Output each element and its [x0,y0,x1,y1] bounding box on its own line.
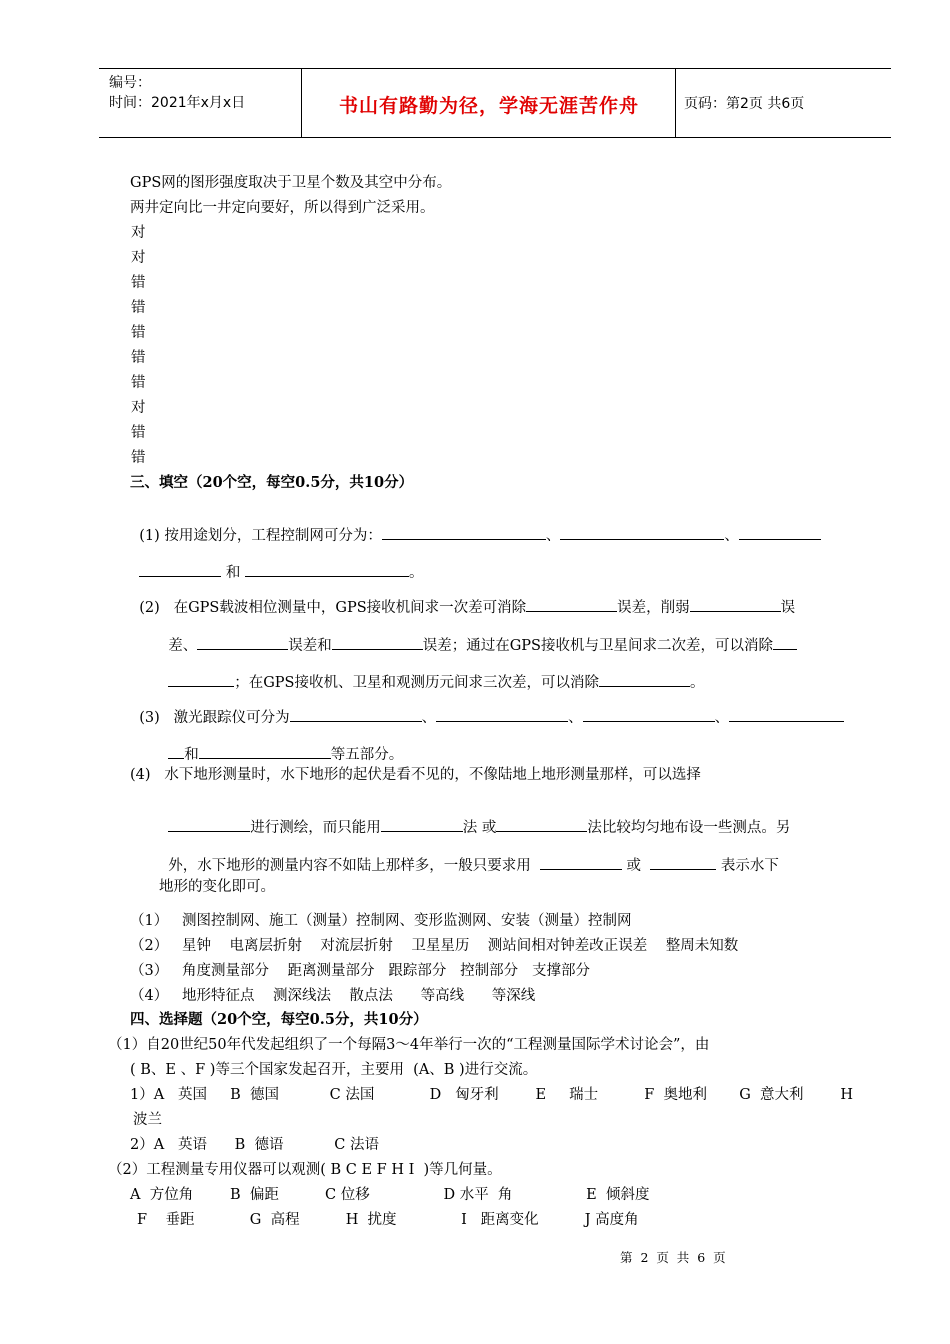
question-text: 表示水下 [720,858,779,874]
header-motto: 书山有路勤为径，学海无涯苦作舟 [338,95,639,117]
question-4-line-2 [159,800,790,837]
question-text: 。 [408,565,424,581]
answer-line: 错 [131,275,146,291]
choice-line: A 方位角 B 偏距 C 位移 D 水平 角 E 倾斜度 [130,1187,650,1203]
header-divider-right [675,69,676,137]
question-text: 进行测绘，而只能用 [250,820,381,836]
question-text: 等五部分。 [330,747,404,763]
answer-blank [168,673,234,687]
question-text: 误差和 [288,638,332,654]
question-text: ；在GPS接收机、卫星和观测历元间求三次差，可以消除 [234,675,599,691]
question-4-line-1: (4) 水下地形测量时，水下地形的起伏是看不见的，不像陆地上地形测量那样，可以选择 [130,767,701,783]
header-meta [109,73,245,113]
choice-line: F 垂距 G 高程 H 扰度 I 距离变化 J 高度角 [137,1212,639,1228]
document-number-label: 编号： [109,75,151,91]
answer-blank [168,818,250,832]
answer-blank [540,856,622,870]
answer-blank [560,526,724,540]
question-text: 或 [626,858,642,874]
answer-blank [729,708,844,722]
question-text: 误差，削弱 [617,600,690,616]
question-text: 、 [545,528,561,544]
question-text: 。 [690,675,705,691]
page-footer: 第 2 页 共 6 页 [620,1250,726,1265]
answer-line: 错 [131,375,146,391]
header-page-info: 页码：第2页 共6页 [684,96,805,112]
question-text: 外，水下地形的测量内容不如陆上那样多，一般只要求用 [168,858,531,874]
document-time-label: 时间：2021年x月x日 [109,95,246,111]
choice-line: 波兰 [133,1112,162,1128]
choice-line: （1）自20世纪50年代发起组织了一个每隔3～4年举行一次的“工程测量国际学术讨论会”，由 [108,1037,710,1053]
question-2-line-2 [159,618,797,655]
question-text: 和 [184,747,199,763]
page-header [99,68,891,138]
question-1-line-2 [130,545,423,582]
question-1-line-1 [130,508,821,545]
question-text: 和 [225,565,241,581]
answer-blank [526,598,617,612]
answer-blank [690,598,781,612]
question-text: (3) 激光跟踪仪可分为 [139,710,290,726]
answer-blank [650,856,716,870]
answer-line: 错 [131,350,146,366]
statement-line: 两井定向比一井定向要好，所以得到广泛采用。 [130,200,435,216]
answer-blank [139,563,221,577]
question-text: (2) 在GPS载波相位测量中，GPS接收机间求一次差可消除 [139,600,527,616]
question-text: 误差；通过在GPS接收机与卫星间求二次差，可以消除 [422,638,773,654]
answer-blank [197,636,288,650]
answer-blank [583,708,715,722]
answer-line: 错 [131,300,146,316]
question-4-line-3 [159,838,779,875]
question-text: 差、 [168,638,198,654]
choice-line: （2）工程测量专用仪器可以观测( B C E F H I )等几何量。 [108,1162,502,1178]
answer-key-line: （4） 地形特征点 测深线法 散点法 等高线 等深线 [130,988,536,1004]
question-text: 、 [714,710,730,726]
answer-line: 对 [131,225,146,241]
answer-line: 对 [131,400,146,416]
answer-blank [739,526,821,540]
question-3-line-1 [130,690,844,727]
section-4-title: 四、选择题（20个空，每空0.5分，共10分） [130,1011,428,1028]
question-2-line-1 [130,580,795,617]
question-2-line-3 [159,655,705,692]
answer-blank [496,818,587,832]
answer-key-line: （2） 星钟 电离层折射 对流层折射 卫星星历 测站间相对钟差改正误差 整周未知数 [130,938,739,954]
question-text: 法比较均匀地布设一些测点。另 [587,820,791,836]
answer-line: 错 [131,450,146,466]
answer-key-line: （1） 测图控制网、施工（测量）控制网、变形监测网、安装（测量）控制网 [130,913,632,929]
answer-blank [381,818,463,832]
choice-line: 1）A 英国 B 德国 C 法国 D 匈牙利 E 瑞士 F 奥地利 G 意大利 H [130,1087,854,1103]
answer-blank [382,526,546,540]
answer-blank [199,745,331,759]
answer-blank [436,708,568,722]
section-3-title: 三、填空（20个空，每空0.5分，共10分） [130,474,414,491]
answer-blank [773,636,797,650]
answer-blank [599,673,690,687]
statement-line: GPS网的图形强度取决于卫星个数及其空中分布。 [130,175,452,191]
choice-line: 2）A 英语 B 德语 C 法语 [130,1137,379,1153]
answer-line: 对 [131,250,146,266]
question-text: 法 或 [462,820,497,836]
question-text: 、 [421,710,437,726]
answer-blank [168,745,184,759]
choice-line: ( B、E 、F )等三个国家发起召开，主要用 (A、B )进行交流。 [130,1062,538,1078]
answer-key-line: （3） 角度测量部分 距离测量部分 跟踪部分 控制部分 支撑部分 [130,963,590,979]
question-text: (1) 按用途划分，工程控制网可分为： [139,528,382,544]
answer-blank [290,708,422,722]
question-4-line-4: 地形的变化即可。 [159,879,275,895]
answer-line: 错 [131,325,146,341]
question-text: 误 [780,600,796,616]
answer-line: 错 [131,425,146,441]
question-text: 、 [568,710,583,726]
answer-blank [245,563,409,577]
question-text: 、 [724,528,739,544]
answer-blank [332,636,423,650]
question-3-line-2 [159,727,403,764]
